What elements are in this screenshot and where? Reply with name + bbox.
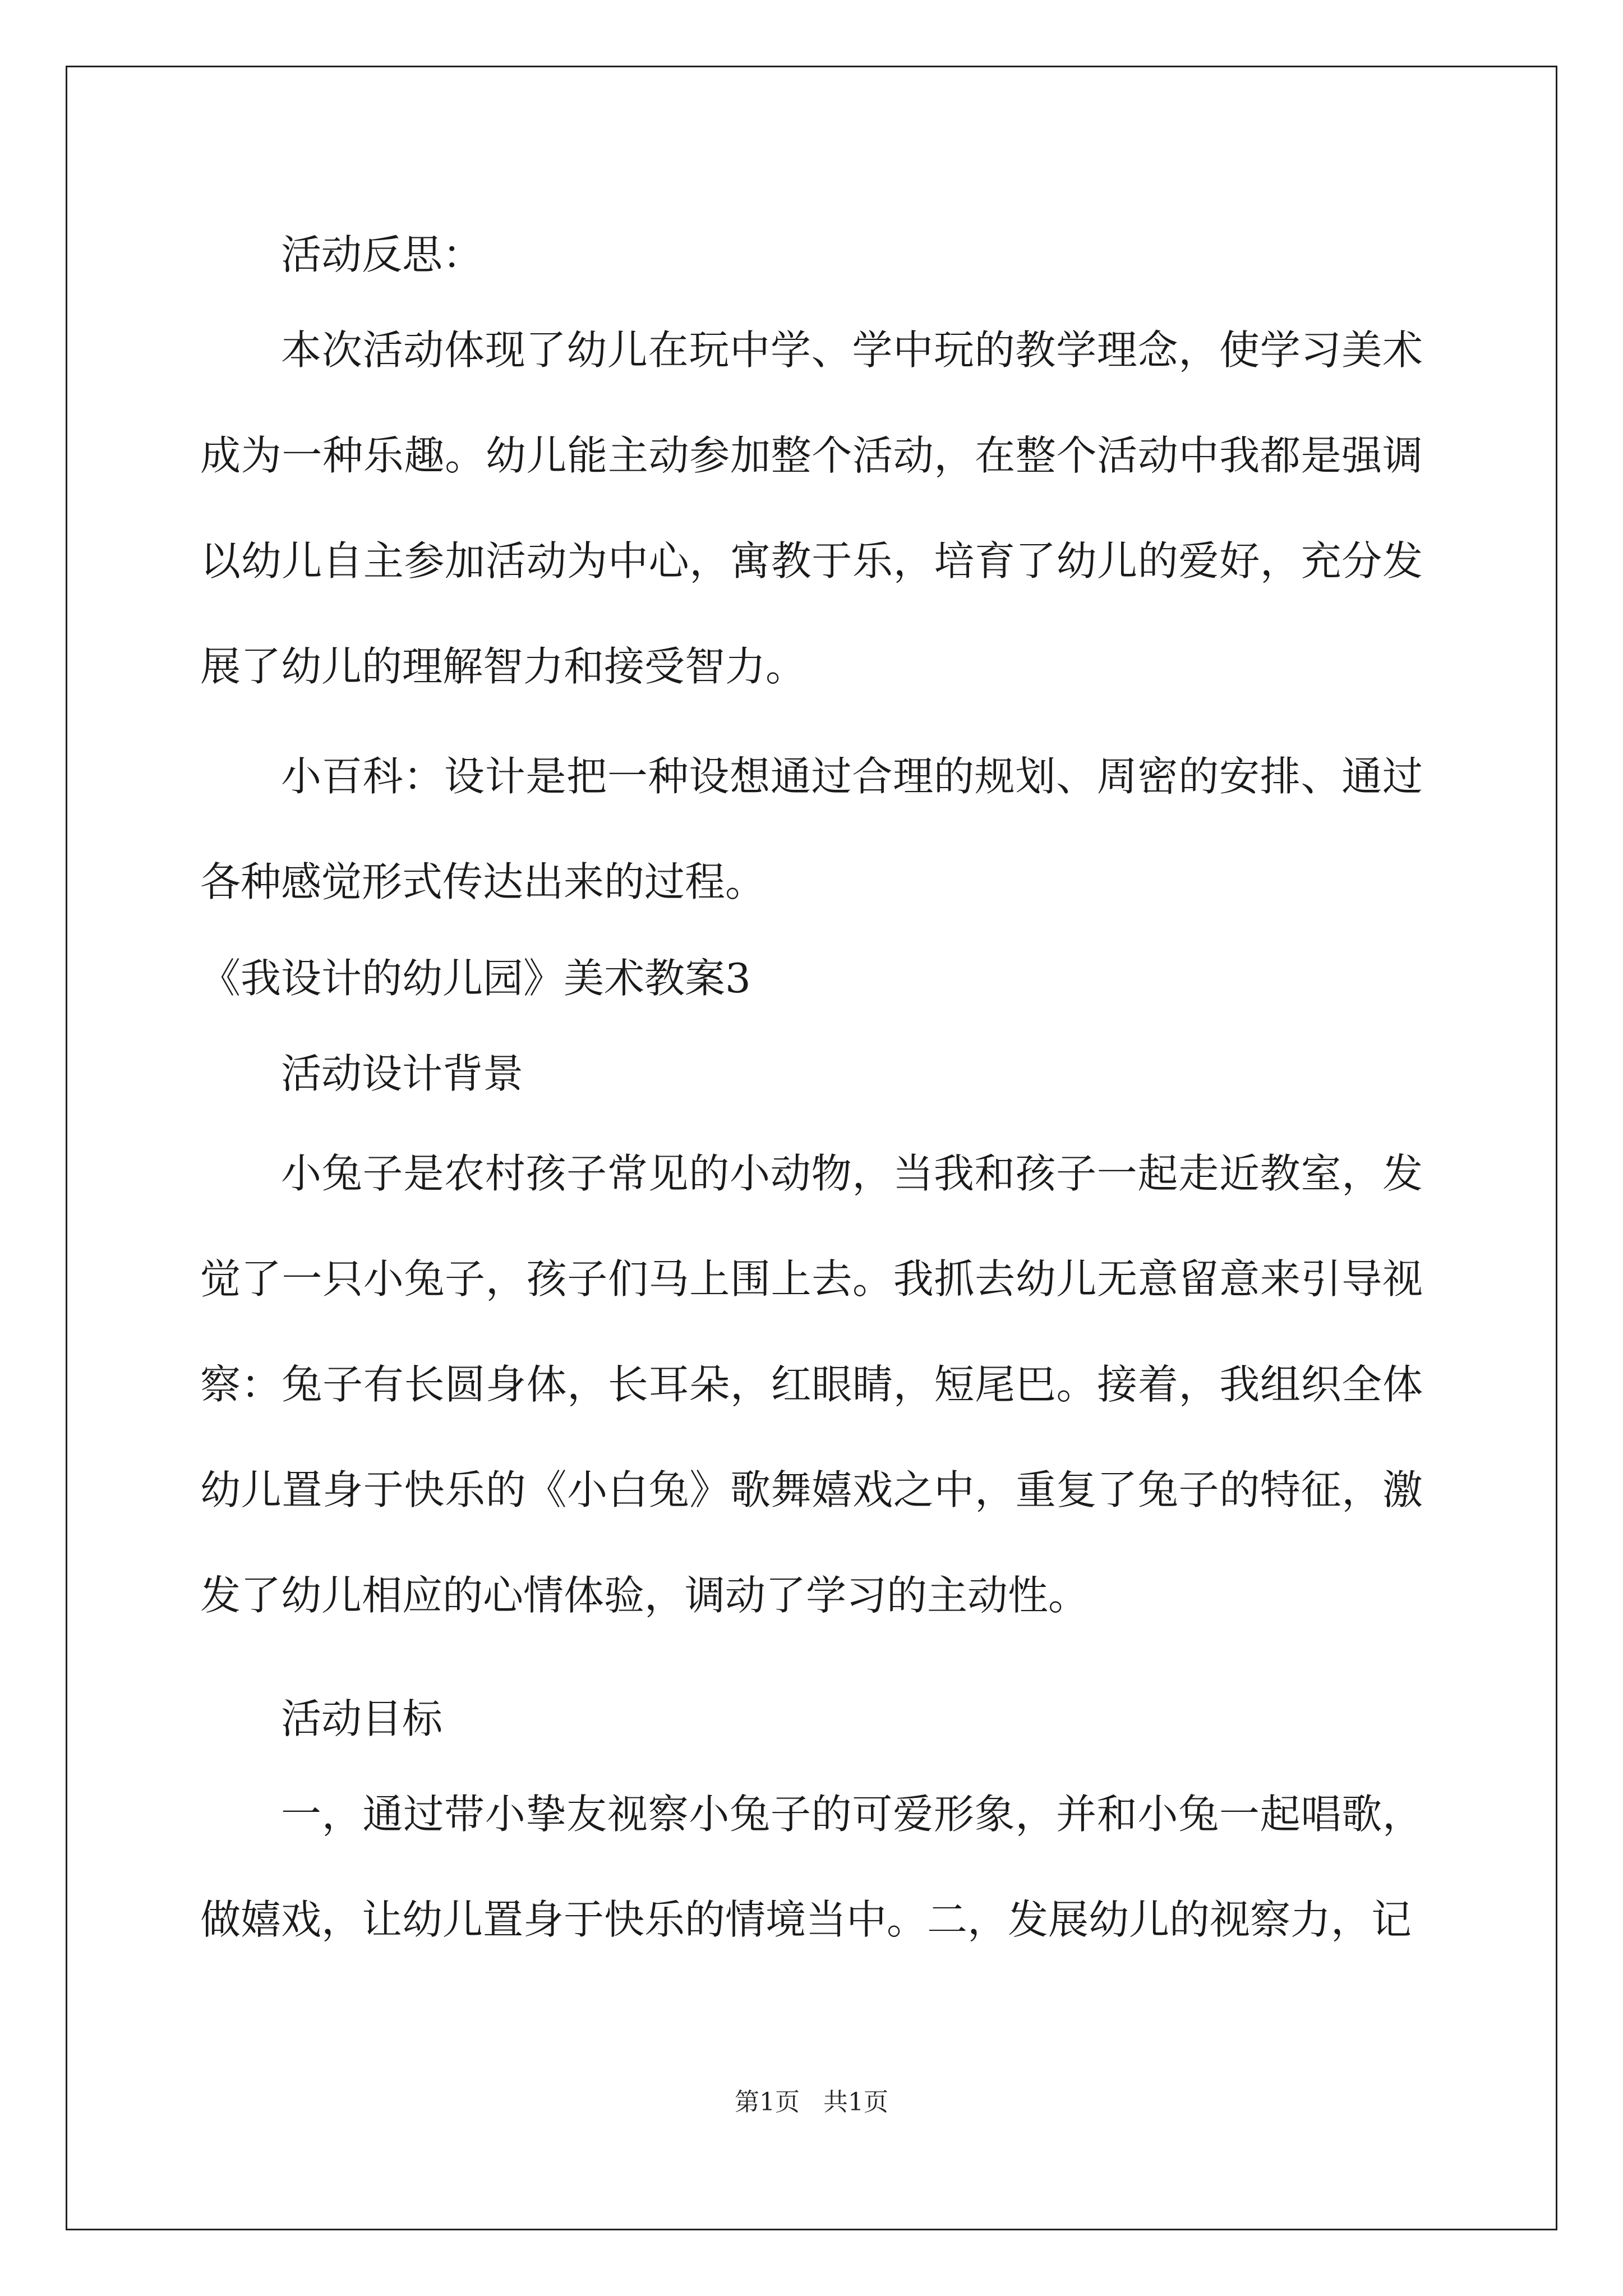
lesson-plan-title: 《我设计的幼儿园》美术教案3 — [200, 955, 751, 1002]
page-footer — [0, 2086, 1623, 2119]
background-paragraph: 小兔子是农村孩子常见的小动物，当我和孩子一起走近教室，发觉了一只小兔子，孩子们马上围上去。我抓去幼儿无意留意来引导视察：兔子有长圆身体，长耳朵，红眼睛，短尾巴。接着，我组织全体幼儿置身于快乐的《小白兔》歌舞嬉戏之中，重复了兔子的特征，激发了幼儿相应的心情体验，调动了学习的主动性。 — [200, 1150, 1423, 1619]
objectives-heading: 活动目标 — [281, 1695, 443, 1742]
page-number: 第1页 — [735, 2088, 800, 2116]
page-total: 共1页 — [823, 2088, 888, 2116]
encyclopedia-paragraph: 小百科：设计是把一种设想通过合理的规划、周密的安排、通过各种感觉形式传达出来的过程。 — [200, 753, 1423, 905]
reflection-paragraph: 本次活动体现了幼儿在玩中学、学中玩的教学理念，使学习美术成为一种乐趣。幼儿能主动参加整个活动，在整个活动中我都是强调以幼儿自主参加活动为中心，寓教于乐，培育了幼儿的爱好，充分发展了幼儿的理解智力和接受智力。 — [200, 326, 1423, 690]
reflection-heading: 活动反思： — [281, 231, 483, 278]
objectives-paragraph: 一，通过带小挚友视察小兔子的可爱形象，并和小兔一起唱歌，做嬉戏，让幼儿置身于快乐的情境当中。二，发展幼儿的视察力，记 — [200, 1791, 1423, 1943]
background-heading: 活动设计背景 — [281, 1050, 524, 1097]
